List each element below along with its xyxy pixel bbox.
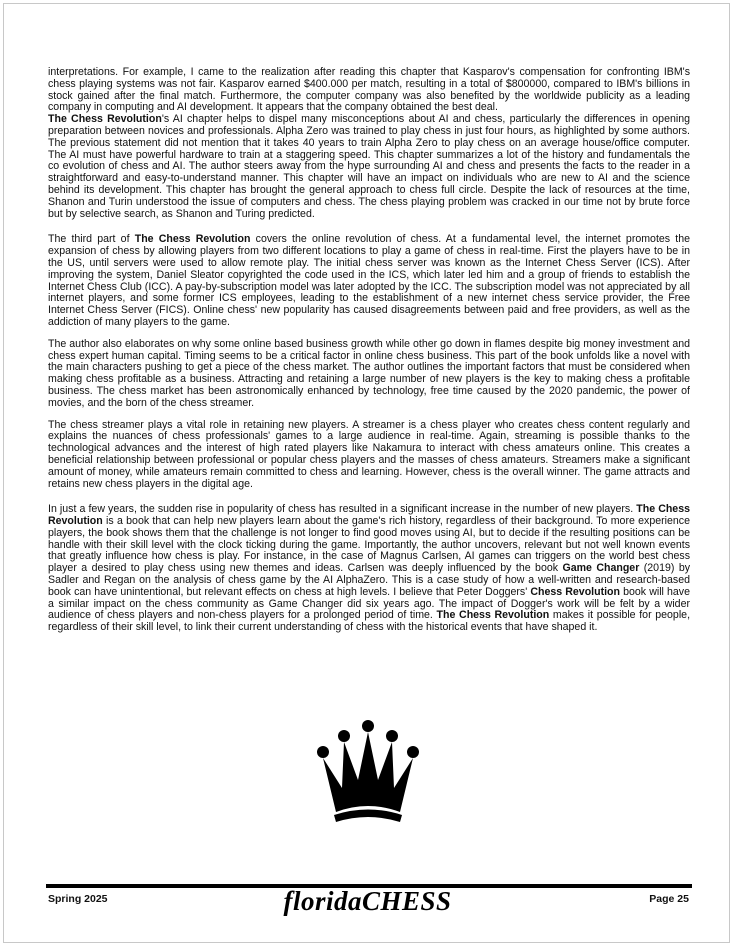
- article-body: [48, 67, 690, 644]
- footer-brand: floridaCHESS: [283, 886, 452, 916]
- paragraph-5: The chess streamer plays a vital role in retaining new players. A streamer is a chess player who creates chess content regularly and explains the nuances of chess professionals' games to a large audience in real-time. Again, streaming is possible thanks to the technological advances and the interest of high rated players like Nakamura to interact with chess amateurs online. This creates a beneficial relationship between professional or popular chess players and the masses of chess amateurs. Streamers make a significant amount of money, while amateurs remain committed to chess and learning. However, chess is the overall winner. The game attracts and retains new chess players in the digital age.: [48, 418, 690, 490]
- paragraph-6: In just a few years, the sudden rise in popularity of chess has resulted in a significant increase in the number of new players. The Chess Revolution is a book that can help new players learn about the game's rich history, regardless of their background. To more experience players, the book shows them that the challenge is not longer to find good moves using AI, but to decide if the resulting positions can be handle with their skill level with the clock ticking during the game. Importantly, the author uncovers, relevant but not well known events that greatly influence how chess is play. For instance, in the case of Magnus Carlsen, AI games can triggers on the world best chess player a desired to play chess using new themes and ideas. Carlsen was deeply influenced by the book Game Changer (2019) by Sadler and Regan on the analysis of chess game by the AI AlphaZero. This is a case study of how a well-written and research-based book can have unintentional, but relevant effects on chess at high levels. I believe that Peter Doggers' Chess Revolution book will have a similar impact on the chess community as Game Changer did six years ago. The impact of Dogger's work will be felt by a wider audience of chess players and non-chess players for a prolonged period of time. The Chess Revolution makes it possible for people, regardless of their skill level, to link their current understanding of chess with the historical events that have shaped it.: [48, 503, 691, 634]
- footer-issue: Spring 2025: [48, 893, 108, 905]
- paragraph-3: The third part of The Chess Revolution covers the online revolution of chess. At a fundamental level, the internet promotes the expansion of chess by allowing players from two different locations to play a game of chess in real-time. First the players have to be in the US, until servers were used to allow remote play. The initial chess server was known as the Internet Chess Server (ICS). After improving the system, Daniel Sleator copyrighted the code used in the ICS, which later led him and a group of friends to establish the Internet Chess Club (ICC). A pay-by-subscription model was later adopted by the ICC. The subscription model was not appreciated by all internet players, and some former ICS employees, leading to the establishment of a new internet chess service provider, the Free Internet Chess Server (FICS). Online chess' new popularity has caused disagreements between paid and free providers, as well as the addiction of many players to the game.: [48, 233, 691, 328]
- book-title: Chess Revolution: [530, 585, 620, 598]
- book-title: Game Changer: [562, 562, 640, 575]
- book-title: The Chess Revolution: [48, 503, 690, 528]
- crown-icon: [316, 718, 420, 826]
- footer-page-number: Page 25: [649, 893, 689, 905]
- paragraph-2: The Chess Revolution's AI chapter helps to dispel many misconceptions about AI and chess, particularly the differences in opening preparation between novices and professionals. Alpha Zero was trained to play chess in just four hours, as highlighted by some authors. The previous statement did not mention that it takes 40 years to train Alpha Zero to play chess on an average house/office computer. The AI must have powerful hardware to train at a staggering speed. This chapter summarizes a lot of the history and fundamentals the co evolution of chess and AI. The author steers away from the hype surrounding AI and chess and presents the facts to the reader in a straightforward and easy-to-understand manner. This chapter will have an impact on individuals who are new to AI and the science behind its development. This chapter has brought the general approach to chess full circle. Despite the lack of resources at the time, Shanon and Turin understood the issue of computers and chess. The chess playing problem was cracked in our time not by brute force but by selective search, as Shanon and Turing predicted.: [48, 113, 690, 220]
- book-title: The Chess Revolution: [436, 609, 550, 622]
- book-title: The Chess Revolution: [134, 233, 251, 246]
- paragraph-4: The author also elaborates on why some online based business growth while other go down in flames despite big money investment and chess expert human capital. Timing seems to be a critical factor in online chess business. This part of the book unfolds like a novel with the main characters pushing to get a piece of the chess market. The author outlines the important factors that must be considered when making chess profitable as a business. Attracting and retaining a large number of new players is the key to making chess a profitable business. The chess market has been astronomically enhanced by technology, free time caused by the 2020 pandemic, the power of movies, and the born of the chess streamer.: [48, 337, 690, 409]
- book-title: The Chess Revolution: [48, 113, 162, 126]
- paragraph-1: interpretations. For example, I came to the realization after reading this chapter that Kasparov's compensation for confronting IBM's chess playing systems was not fair. Kasparov earned $400.000 per match, resulting in a total of $800000, compared to IBM's billions in stock gained after the final match. Furthermore, the computer company was also benefited by the worldwide publicity as a leading company in computing and AI development. It appears that the company obtained the best deal.: [48, 66, 690, 114]
